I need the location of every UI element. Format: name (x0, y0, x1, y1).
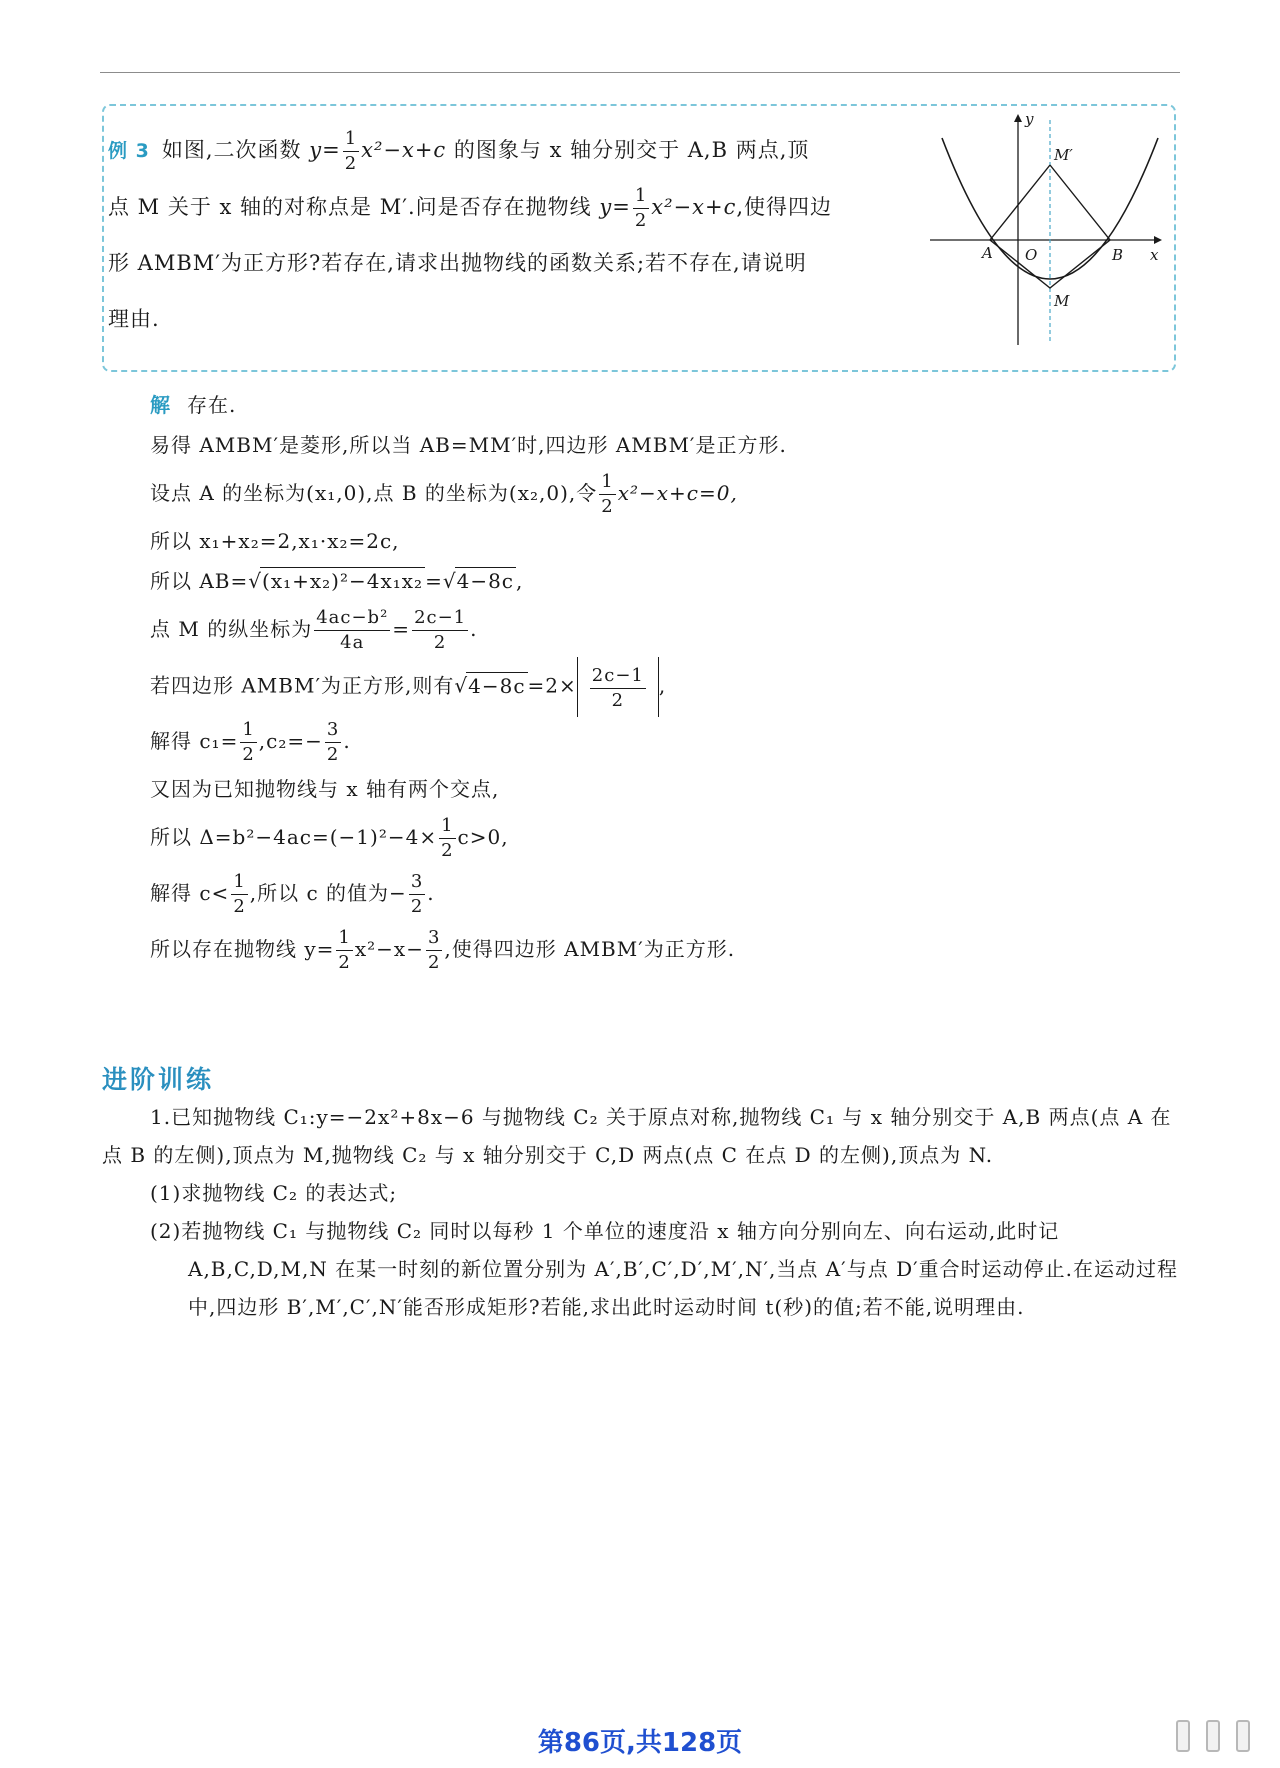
parabola-figure (930, 110, 1170, 350)
label-b: B (1112, 246, 1124, 264)
problem-part-2: (2)若抛物线 C₁ 与抛物线 C₂ 同时以每秒 1 个单位的速度沿 x 轴方向分别向左、向右运动,此时记 A,B,C,D,M,N 在某一时刻的新位置分别为 A′,B′,C′,D′,M′,N′,当点 A′与点 D′重合时运动停止.在运动过程中,四边形 B′,M′,C′,N′能否形成矩形?若能,求出此时运动时间 t(秒)的值;若不能,说明理由. (150, 1219, 1179, 1319)
scroll-handle-icon[interactable] (1206, 1720, 1220, 1752)
solution-line: 点 M 的纵坐标为 $\frac{\text{4ac−b²}}{4a}$ = $\frac{2c-1}{2}$ . (150, 607, 478, 653)
solution-line: 所以 AB=√(x₁+x₂)²−4x₁x₂ =√4−8c , (150, 569, 524, 593)
page-number: 第86页,共128页 (537, 1728, 743, 1758)
fraction-half: $\frac{1}{2}$ (634, 185, 648, 231)
example-text: 例 3 如图,二次函数 y= $\frac{1}{2}$ x²−x+c 的图象与 x 轴分别交于 A,B 两点,顶 点 M 关于 x 轴的对称点是 M′.问是否存在抛物线 y= $\frac{1}{2}$ x²−x+c,使得四边 形 AMBM′为正方形?若存在,请求出抛物线的函数关系;若不存在,请说明 理由. (108, 128, 833, 331)
solution-line: 解得 c₁= $\frac{1}{2}$ ,c₂=− $\frac{3}{2}$ . (150, 719, 351, 765)
fraction-half: $\frac{1}{2}$ (344, 128, 358, 174)
label-a: A (982, 244, 993, 262)
solution-line: 设点 A 的坐标为(x₁,0),点 B 的坐标为(x₂,0),令 $\frac{1}{2}$ x²−x+c=0, (150, 471, 738, 517)
scroll-handle-icon[interactable] (1236, 1720, 1250, 1752)
solution-line: 若四边形 AMBM′为正方形,则有√4−8c =2× $\frac{2c-1}{2}$ , (150, 657, 1150, 713)
y-axis-arrow (1014, 114, 1022, 122)
problem-statement: 1.已知抛物线 C₁:y=−2x²+8x−6 与抛物线 C₂ 关于原点对称,抛物线 C₁ 与 x 轴分别交于 A,B 两点(点 A 在点 B 的左侧),顶点为 M,抛物线 C₂ 与 x 轴分别交于 C,D 两点(点 C 在点 D 的左侧),顶点为 N. (102, 1105, 1172, 1167)
practice-problem (102, 1098, 1182, 1326)
reader-controls[interactable] (1176, 1722, 1250, 1752)
problem-part-1: (1)求抛物线 C₂ 的表达式; (150, 1181, 398, 1205)
header-rule (100, 72, 1180, 73)
label-o: O (1025, 246, 1038, 264)
label-y: y (1025, 110, 1034, 128)
x-axis-arrow (1154, 236, 1162, 244)
section-title: 进阶训练 (102, 1065, 215, 1094)
label-m: M (1054, 292, 1070, 310)
parabola (942, 138, 1158, 279)
solution-line: 所以 x₁+x₂=2,x₁·x₂=2c, (150, 529, 400, 553)
solution-line: 解 存在. (150, 393, 237, 417)
solution-line: 所以 Δ=b²−4ac=(−1)²−4× $\frac{1}{2}$ c>0, (150, 815, 509, 861)
solution (150, 385, 1150, 977)
label-x: x (1150, 246, 1159, 264)
example-label: 例 3 (108, 140, 150, 162)
solution-line: 所以存在抛物线 y= $\frac{1}{2}$ x²−x− $\frac{3}{2}$ ,使得四边形 AMBM′为正方形. (150, 927, 736, 973)
scroll-handle-icon[interactable] (1176, 1720, 1190, 1752)
solution-line: 解得 c< $\frac{1}{2}$ ,所以 c 的值为− $\frac{3}{2}$ . (150, 871, 435, 917)
solution-line: 易得 AMBM′是菱形,所以当 AB=MM′时,四边形 AMBM′是正方形. (150, 433, 787, 457)
solution-label: 解 (150, 393, 171, 417)
label-mp: M′ (1054, 146, 1073, 164)
solution-line: 又因为已知抛物线与 x 轴有两个交点, (150, 777, 500, 801)
